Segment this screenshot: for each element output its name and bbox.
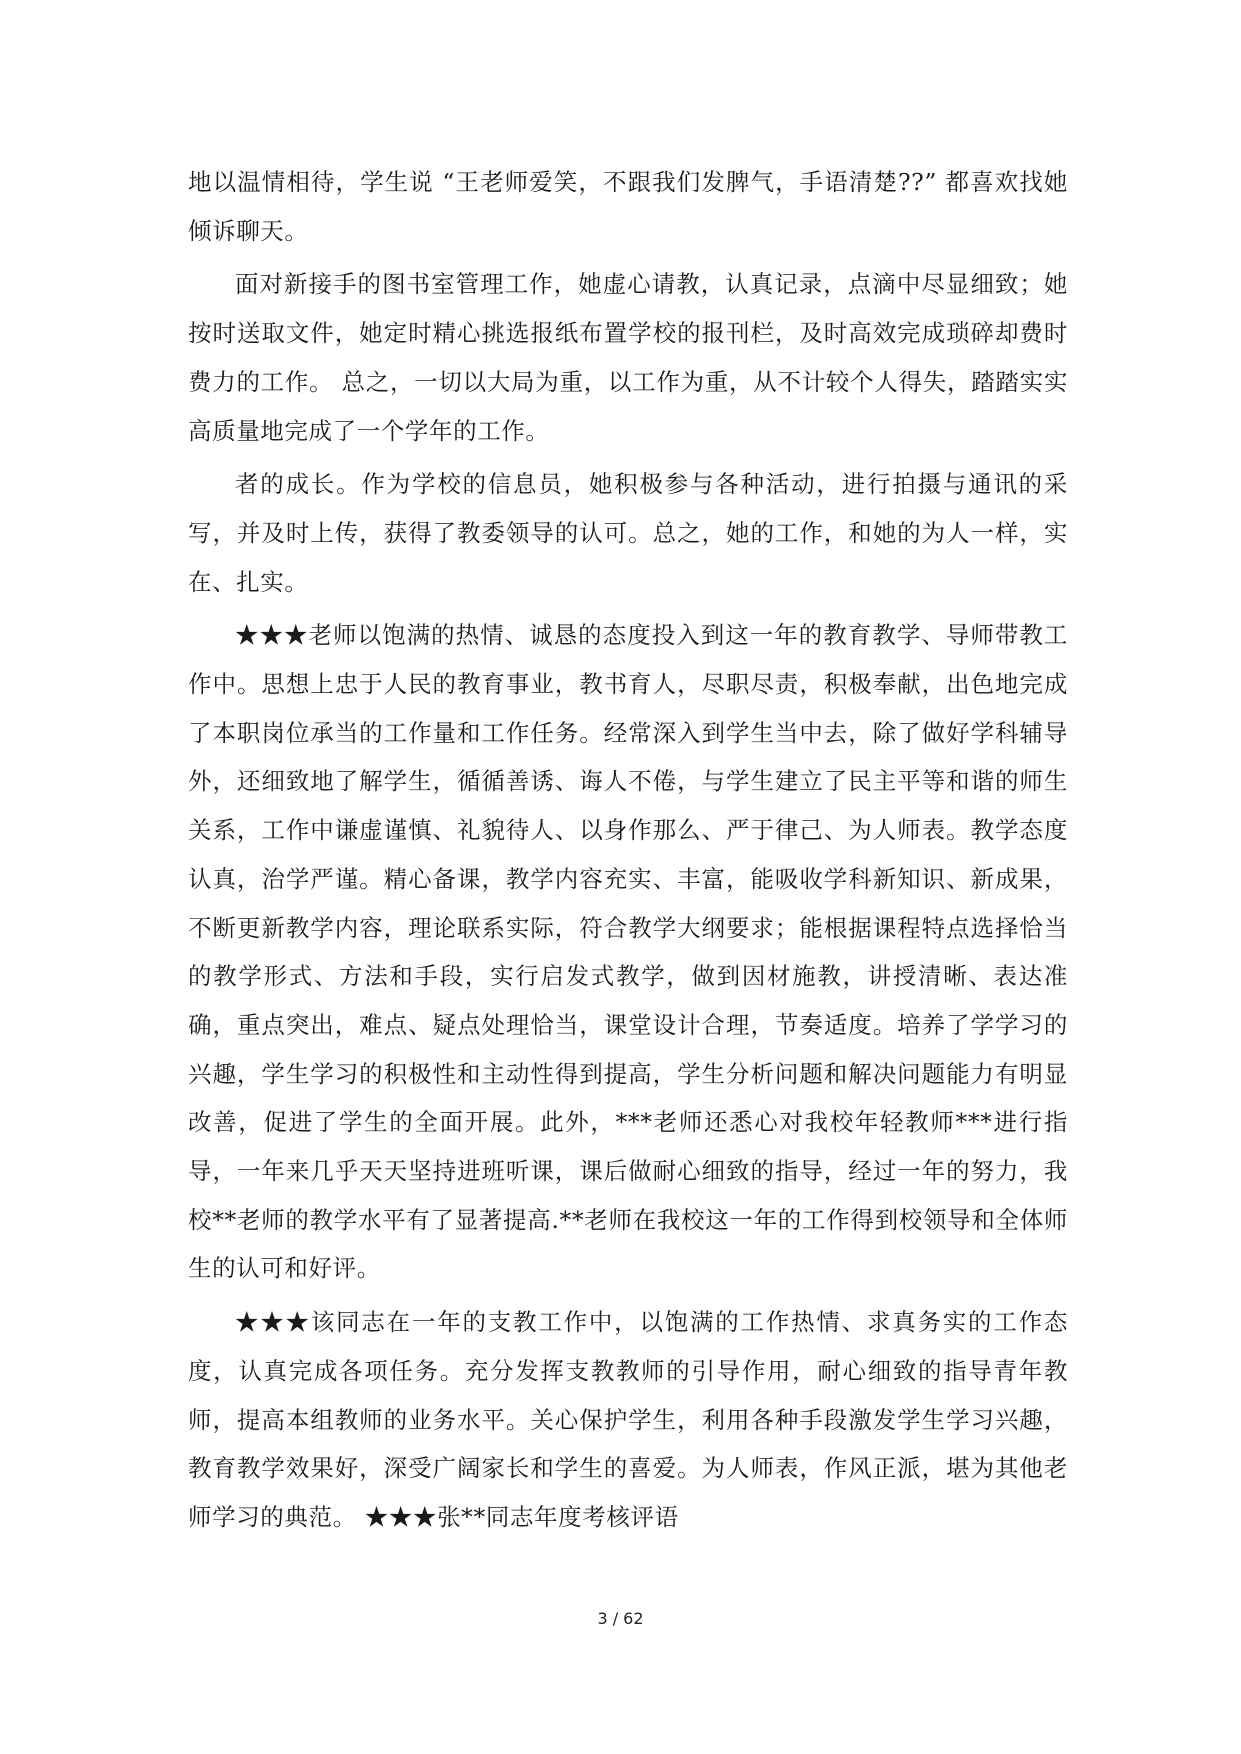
paragraph-4: ★★★老师以饱满的热情、诚恳的态度投入到这一年的教育教学、导师带教工作中。思想上忠于人民的教育事业，教书育人，尽职尽责，积极奉献，出色地完成了本职岗位承当的工作量和工作任务。经常深入到学生当中去，除了做好学科辅导外，还细致地了解学生，循循善诱、诲人不倦，与学生建立了民主平等和谐的师生关系，工作中谦虚谨慎、礼貌待人、以身作那么、严于律己、为人师表。教学态度认真，治学严谨。精心备课，教学内容充实、丰富，能吸收学科新知识、新成果，不断更新教学内容，理论联系实际，符合教学大纲要求；能根据课程特点选择恰当的教学形式、方法和手段，实行启发式教学，做到因材施教，讲授清晰、表达准确，重点突出，难点、疑点处理恰当，课堂设计合理，节奏适度。培养了学学习的兴趣，学生学习的积极性和主动性得到提高，学生分析问题和解决问题能力有明显改善，促进了学生的全面开展。此外，***老师还悉心对我校年轻教师***进行指导，一年来几乎天天坚持进班听课，课后做耐心细致的指导，经过一年的努力，我校**老师的教学水平有了显著提高.**老师在我校这一年的工作得到校领导和全体师生的认可和好评。 [188,621,1068,1283]
paragraph-1: 地以温情相待，学生说 “王老师爱笑，不跟我们发脾气，手语清楚??” 都喜欢找她倾诉聊天。 [188,168,1068,245]
paragraph-2: 面对新接手的图书室管理工作，她虚心请教，认真记录，点滴中尽显细致；她按时送取文件，她定时精心挑选报纸布置学校的报刊栏，及时高效完成琐碎却费时费力的工作。 总之，一切以大局为重，以工作为重，从不计较个人得失，踏踏实实高质量地完成了一个学年的工作。 [188,270,1068,445]
paragraph-5: ★★★该同志在一年的支教工作中，以饱满的工作热情、求真务实的工作态度，认真完成各项任务。充分发挥支教教师的引导作用，耐心细致的指导青年教师，提高本组教师的业务水平。关心保护学生，利用各种手段激发学生学习兴趣，教育教学效果好，深受广阔家长和学生的喜爱。为人师表，作风正派，堪为其他老师学习的典范。 ★★★张**同志年度考核评语 [188,1308,1068,1531]
document-body [188,158,1068,1547]
page-number: 3 / 62 [597,1609,644,1628]
paragraph-3: 者的成长。作为学校的信息员，她积极参与各种活动，进行拍摄与通讯的采写，并及时上传，获得了教委领导的认可。总之，她的工作，和她的为人一样，实在、扎实。 [188,470,1068,596]
